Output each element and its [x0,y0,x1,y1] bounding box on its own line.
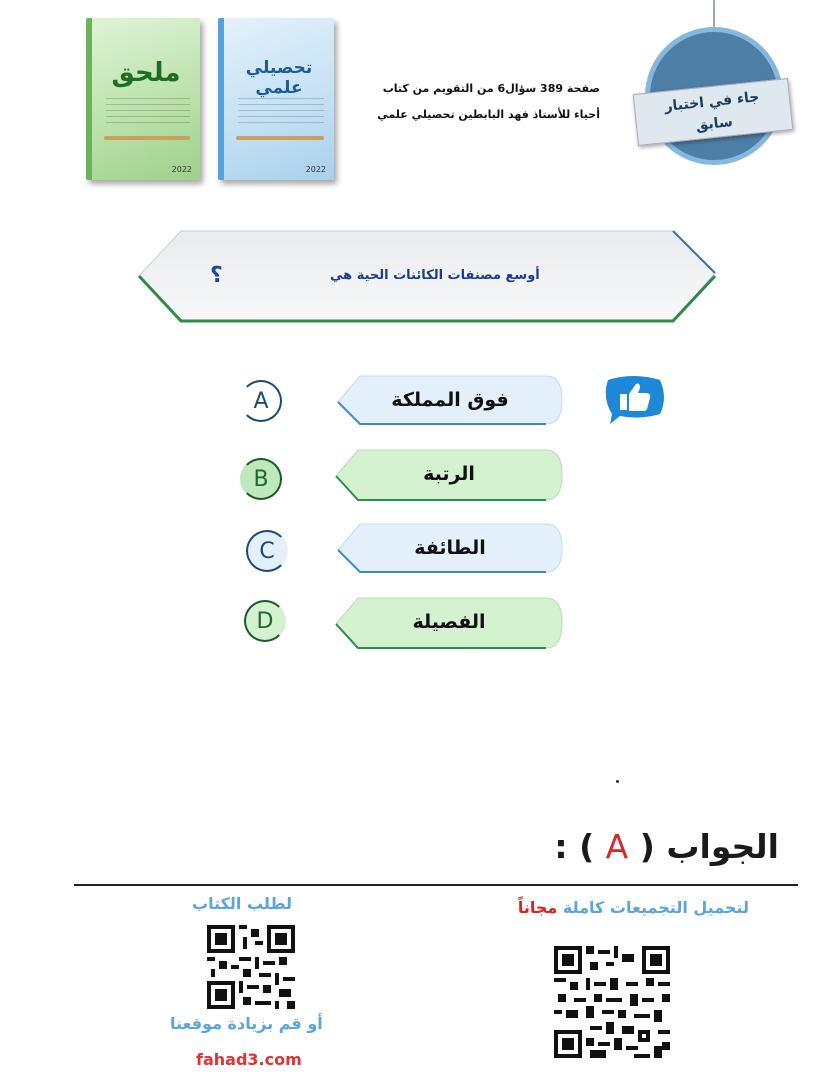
option-d[interactable] [334,596,564,648]
answer-line [554,827,779,866]
qr-code-order-book[interactable] [207,925,295,1009]
book-cover-tahsili [218,18,334,180]
source-line-2: أحياء للأستاذ فهد البابطين تحصيلي علمي [377,108,600,121]
order-book-text: لطلب الكتاب [192,894,293,913]
visit-site-text: أو قم بزيادة موقعنا [170,1014,323,1033]
source-line-1: صفحة 389 سؤال6 من التقويم من كتاب [382,82,600,95]
answer-colon: : [554,827,568,866]
book-year: 2022 [171,165,192,174]
badge-line-2: سابق [695,114,734,134]
stray-dot [616,780,619,783]
book-cover-text-lines [106,98,190,124]
option-d-label: الفصيلة [412,611,486,633]
book-cover-mulhaq [86,18,200,180]
question-text: أوسع مصنفات الكائنات الحية هي [330,268,540,283]
option-a-label: فوق المملكة [391,389,509,411]
badge-string [713,0,715,30]
qr-code-download[interactable] [554,946,670,1058]
answer-open-paren: ( [639,827,655,866]
option-b-label: الرتبة [423,463,475,485]
badge-line-1: جاء في اختبار [663,89,761,115]
site-link[interactable]: fahad3.com [196,1050,302,1069]
option-a-letter: A [240,380,282,422]
free-label: مجاناً [517,898,558,917]
download-text [518,898,749,917]
answer-prefix: الجواب [666,827,779,866]
option-a[interactable] [336,374,564,426]
book-title-tahsili: تحصيلي علمي [245,58,313,98]
option-b-letter: B [240,458,282,500]
option-c-letter: C [246,530,288,572]
divider-line [74,884,798,886]
option-d-letter: D [244,600,286,642]
download-label: لتحميل التجميعات كاملة [562,898,749,917]
question-mark-icon: ؟ [210,263,223,288]
option-c-label: الطائفة [414,537,486,559]
option-c[interactable] [336,522,564,574]
book-year: 2022 [305,165,326,174]
book-cover-pencil [104,136,190,140]
thumbs-up-icon [600,374,666,424]
option-b[interactable] [334,448,564,500]
answer-letter: A [605,827,629,866]
book-cover-pencil [236,136,324,140]
book-cover-text-lines [238,98,324,124]
answer-close-paren: ) [579,827,595,866]
book-title-mulhaq: ملحق [111,58,181,88]
